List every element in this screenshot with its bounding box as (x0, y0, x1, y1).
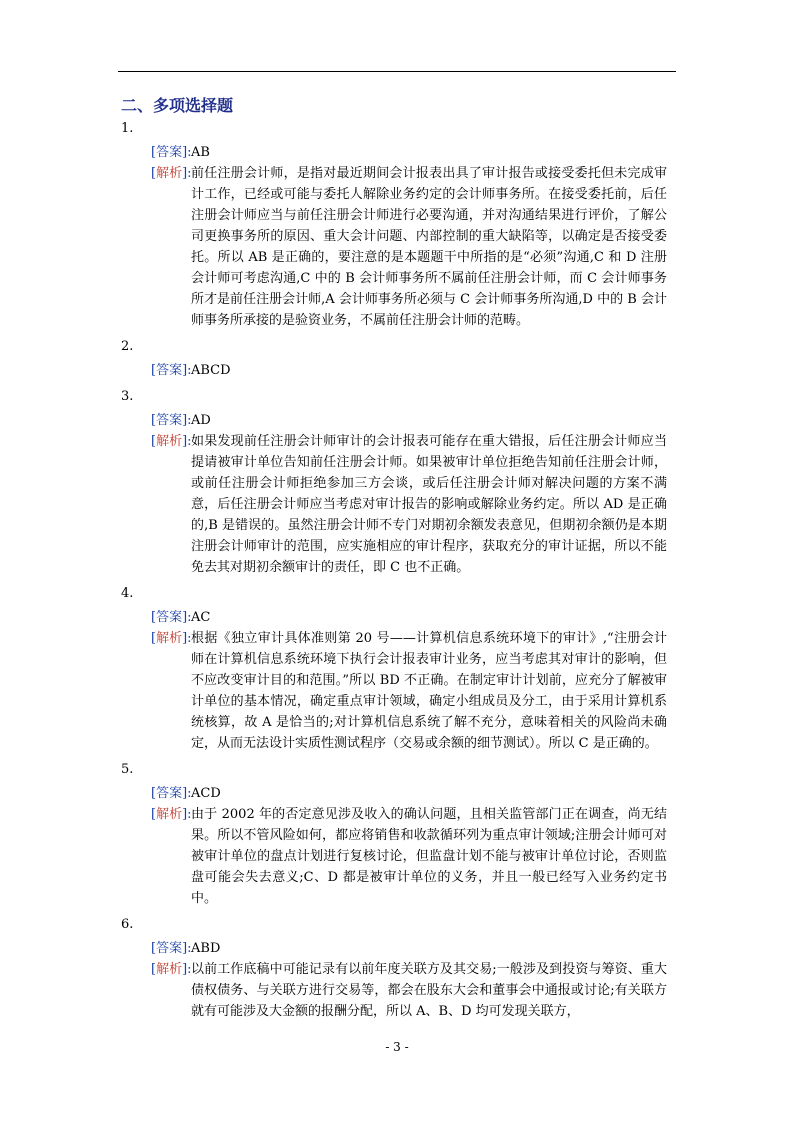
explanation-label-text: 解析 (156, 631, 183, 646)
question-number: 6. (121, 917, 134, 932)
explanation-label: [解析]: (151, 807, 192, 822)
answer-label-text: 答案 (156, 610, 183, 625)
explanation-label: [解析]: (151, 631, 192, 646)
question-number: 3. (121, 389, 134, 404)
answer-label: [答案]: (151, 610, 192, 625)
answer-label: [答案]: (151, 145, 192, 160)
explanation-text: 根据《独立审计具体准则第 20 号——计算机信息系统环境下的审计》,“注册会计师在计算机信息系统环境下执行会计报表审计业务，应当考虑其对审计的影响，但不应改变审计目的和范围。”所以 BD 不正确。在制定审计计划前，应充分了解被审计单位的基本情况，确定重点审计领域，确定小组成员及分工，由于采用计算机系统核算，故 A 是恰当的;对计算机信息系统了解不充分，意味着相关的风险尚未确定，从而无法设计实质性测试程序（交易或余额的细节测试）。所以 C 是正确的。 (191, 631, 667, 751)
answer-label-text: 答案 (156, 363, 183, 378)
answer-text: AB (191, 145, 210, 160)
question-number: 2. (121, 339, 134, 354)
explanation-row (121, 628, 677, 754)
header-rule (118, 71, 676, 72)
explanation-text: 如果发现前任注册会计师审计的会计报表可能存在重大错报，后任注册会计师应当提请被审计单位告知前任注册会计师。如果被审计单位拒绝告知前任注册会计师，或前任注册会计师拒绝参加三方会谈，或后任注册会计师对解决问题的方案不满意，后任注册会计师应当考虑对审计报告的影响或解除业务约定。所以 AD 是正确的,B 是错误的。虽然注册会计师不专门对期初余额发表意见，但期初余额仍是本期注册会计师审计的范围，应实施相应的审计程序，获取充分的审计证据，所以不能免去其对期初余额审计的责任，即 C 也不正确。 (191, 434, 667, 575)
question-number: 1. (121, 121, 134, 136)
question-number: 5. (121, 762, 134, 777)
answer-label: [答案]: (151, 413, 192, 428)
answer-label-text: 答案 (156, 413, 183, 428)
answer-row (121, 607, 677, 628)
answer-label: [答案]: (151, 786, 192, 801)
answer-label-text: 答案 (156, 145, 183, 160)
explanation-label: [解析]: (151, 166, 192, 181)
answer-label-text: 答案 (156, 786, 183, 801)
answer-text: ABCD (191, 363, 231, 378)
answer-text: AC (191, 610, 211, 625)
explanation-row (121, 431, 677, 578)
answer-row (121, 938, 677, 959)
answer-label: [答案]: (151, 363, 192, 378)
question-list (121, 119, 677, 1022)
explanation-label: [解析]: (151, 962, 192, 977)
page-number: - 3 - (385, 1040, 409, 1054)
answer-text: AD (191, 413, 211, 428)
explanation-label-text: 解析 (156, 807, 183, 822)
explanation-label-text: 解析 (156, 962, 183, 977)
answer-row (121, 142, 677, 163)
section-title: 二、多项选择题 (121, 96, 234, 115)
explanation-text: 由于 2002 年的否定意见涉及收入的确认问题，且相关监管部门正在调查，尚无结果。所以不管风险如何，都应将销售和收款循环列为重点审计领域;注册会计师可对被审计单位的盘点计划进行复核讨论，但监盘计划不能与被审计单位讨论，否则监盘可能会失去意义;C、D 都是被审计单位的义务，并且一般已经写入业务约定书中。 (191, 807, 667, 906)
answer-label-text: 答案 (156, 941, 183, 956)
answer-text: ABD (191, 941, 221, 956)
question-number: 4. (121, 586, 134, 601)
answer-label: [答案]: (151, 941, 192, 956)
explanation-row (121, 959, 677, 1022)
explanation-row (121, 804, 677, 909)
explanation-text: 以前工作底稿中可能记录有以前年度关联方及其交易;一般涉及到投资与筹资、重大债权债务、与关联方进行交易等，都会在股东大会和董事会中通报或讨论;有关联方就有可能涉及大金额的报酬分配，所以 A、B、D 均可发现关联方， (191, 962, 667, 1019)
explanation-row (121, 163, 677, 331)
explanation-label-text: 解析 (156, 166, 183, 181)
answer-text: ACD (191, 786, 221, 801)
explanation-label-text: 解析 (156, 434, 183, 449)
answer-row (121, 783, 677, 804)
explanation-label: [解析]: (151, 434, 192, 449)
answer-row (121, 410, 677, 431)
explanation-text: 前任注册会计师，是指对最近期间会计报表出具了审计报告或接受委托但未完成审计工作，已经或可能与委托人解除业务约定的会计师事务所。在接受委托前，后任注册会计师应当与前任注册会计师进行必要沟通，并对沟通结果进行评价，了解公司更换事务所的原因、重大会计问题、内部控制的重大缺陷等，以确定是否接受委托。所以 AB 是正确的，要注意的是本题题干中所指的是“必须”沟通,C 和 D 注册会计师可考虑沟通,C 中的 B 会计师事务所不属前任注册会计师，而 C 会计师事务所才是前任注册会计师,A 会计师事务所必须与 C 会计师事务所沟通,D 中的 B 会计师事务所承接的是验资业务，不属前任注册会计师的范畴。 (191, 166, 667, 328)
answer-row (121, 360, 677, 381)
